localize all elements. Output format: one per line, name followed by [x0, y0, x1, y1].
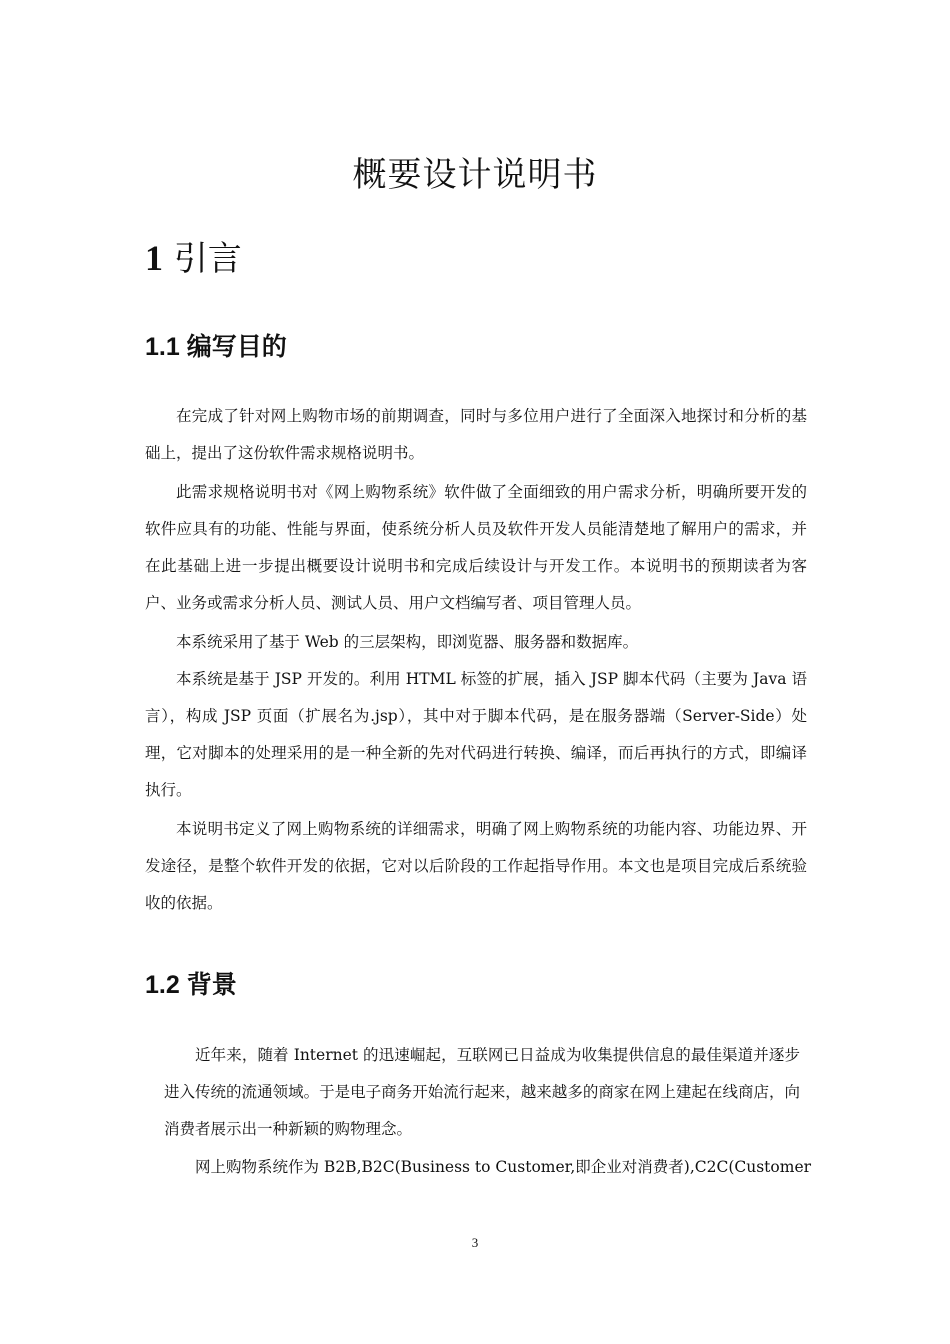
paragraph-purpose-3: 本系统采用了基于 Web 的三层架构，即浏览器、服务器和数据库。	[176, 633, 639, 651]
paragraph-background-1: 近年来，随着 Internet 的迅速崛起，互联网已日益成为收集提供信息的最佳渠道并逐步进入传统的流通领域。于是电子商务开始流行起来，越来越多的商家在网上建起在线商店，向消费者展示出一种新颖的购物理念。	[164, 1046, 800, 1138]
chapter-number: 1	[145, 238, 163, 278]
document-title: 概要设计说明书	[352, 155, 598, 195]
section-heading-background: 1.2 背景	[145, 971, 237, 999]
chapter-title: 引言	[173, 239, 242, 279]
paragraph-purpose-1: 在完成了针对网上购物市场的前期调查，同时与多位用户进行了全面深入地探讨和分析的基础上，提出了这份软件需求规格说明书。	[145, 407, 807, 462]
paragraph-purpose-2: 此需求规格说明书对《网上购物系统》软件做了全面细致的用户需求分析，明确所要开发的软件应具有的功能、性能与界面，使系统分析人员及软件开发人员能清楚地了解用户的需求，并在此基础上进一步提出概要设计说明书和完成后续设计与开发工作。本说明书的预期读者为客户、业务或需求分析人员、测试人员、用户文档编写者、项目管理人员。	[145, 483, 807, 612]
paragraph-purpose-4: 本系统是基于 JSP 开发的。利用 HTML 标签的扩展，插入 JSP 脚本代码（主要为 Java 语言），构成 JSP 页面（扩展名为.jsp），其中对于脚本代码，是在服务器端（Server-Side）处理，它对脚本的处理采用的是一种全新的先对代码进行转换、编译，而后再执行的方式，即编译执行。	[145, 670, 807, 799]
page-number: 3	[471, 1235, 479, 1250]
paragraph-background-2: 网上购物系统作为 B2B,B2C(Business to Customer,即企业对消费者),C2C(Customer	[195, 1158, 812, 1176]
chapter-heading	[145, 234, 242, 283]
section-heading-purpose: 1.1 编写目的	[145, 333, 287, 361]
paragraph-purpose-5: 本说明书定义了网上购物系统的详细需求，明确了网上购物系统的功能内容、功能边界、开发途径，是整个软件开发的依据，它对以后阶段的工作起指导作用。本文也是项目完成后系统验收的依据。	[145, 820, 807, 912]
